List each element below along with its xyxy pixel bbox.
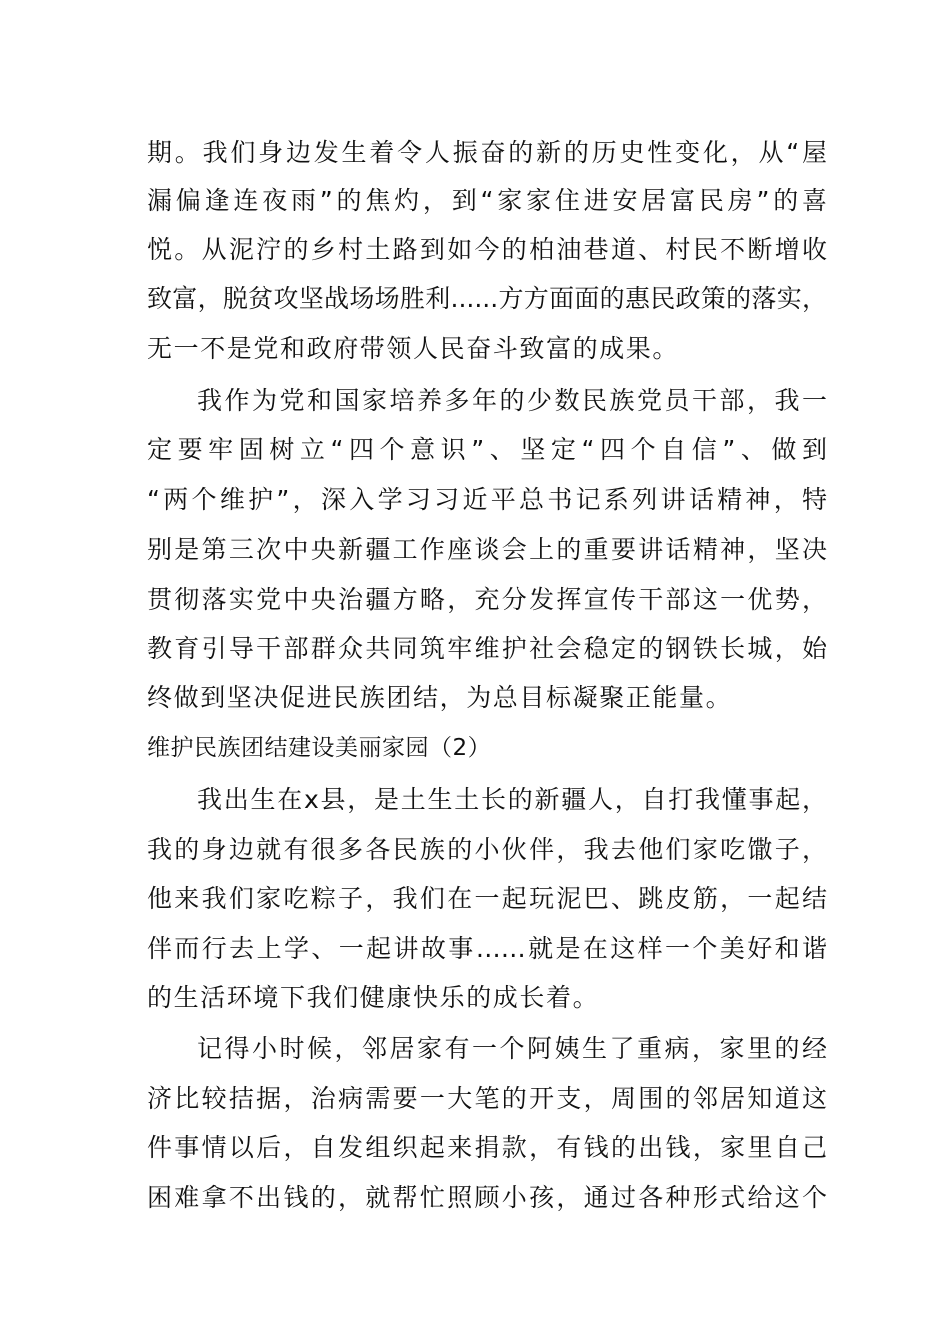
paragraph-3-line-4: 伴而行去上学、一起讲故事……就是在这样一个美好和谐 (147, 934, 827, 963)
paragraph-2-line-4: 别是第三次中央新疆工作座谈会上的重要讲话精神，坚决 (147, 535, 827, 564)
paragraph-1-line-4: 致富，脱贫攻坚战场场胜利......方方面面的惠民政策的落实， (147, 284, 827, 313)
paragraph-2-line-6: 教育引导干部群众共同筑牢维护社会稳定的钢铁长城，始 (147, 634, 827, 663)
paragraph-3-line-3: 他来我们家吃粽子，我们在一起玩泥巴、跳皮筋，一起结 (147, 884, 827, 913)
paragraph-3-line-5: 的生活环境下我们健康快乐的成长着。 (147, 983, 600, 1012)
paragraph-1-line-1: 期。我们身边发生着令人振奋的新的历史性变化，从“屋 (147, 138, 827, 167)
paragraph-4-line-4: 困难拿不出钱的，就帮忙照顾小孩，通过各种形式给这个 (147, 1183, 827, 1212)
paragraph-2-line-2: 定要牢固树立“四个意识”、坚定“四个自信”、做到 (147, 435, 827, 464)
paragraph-4-line-1: 记得小时候，邻居家有一个阿姨生了重病，家里的经 (197, 1034, 827, 1063)
paragraph-3-line-2: 我的身边就有很多各民族的小伙伴，我去他们家吃馓子， (147, 835, 827, 864)
paragraph-2-line-7: 终做到坚决促进民族团结，为总目标凝聚正能量。 (147, 683, 733, 712)
paragraph-2-line-5: 贯彻落实党中央治疆方略，充分发挥宣传干部这一优势， (147, 585, 827, 614)
paragraph-4-line-3: 件事情以后，自发组织起来捐款，有钱的出钱，家里自己 (147, 1133, 827, 1162)
paragraph-1-line-2: 漏偏逢连夜雨”的焦灼，到“家家住进安居富民房”的喜 (147, 186, 827, 215)
paragraph-1-line-3: 悦。从泥泞的乡村土路到如今的柏油巷道、村民不断增收 (147, 235, 827, 264)
paragraph-2-line-1: 我作为党和国家培养多年的少数民族党员干部，我一 (197, 386, 827, 415)
section-heading: 维护民族团结建设美丽家园（2） (147, 735, 492, 761)
paragraph-1-line-5: 无一不是党和政府带领人民奋斗致富的成果。 (147, 334, 680, 363)
paragraph-3-line-1: 我出生在x县，是土生土长的新疆人，自打我懂事起， (197, 785, 827, 814)
paragraph-4-line-2: 济比较拮据，治病需要一大笔的开支，周围的邻居知道这 (147, 1084, 827, 1113)
paragraph-2-line-3: “两个维护”，深入学习习近平总书记系列讲话精神，特 (147, 485, 827, 514)
